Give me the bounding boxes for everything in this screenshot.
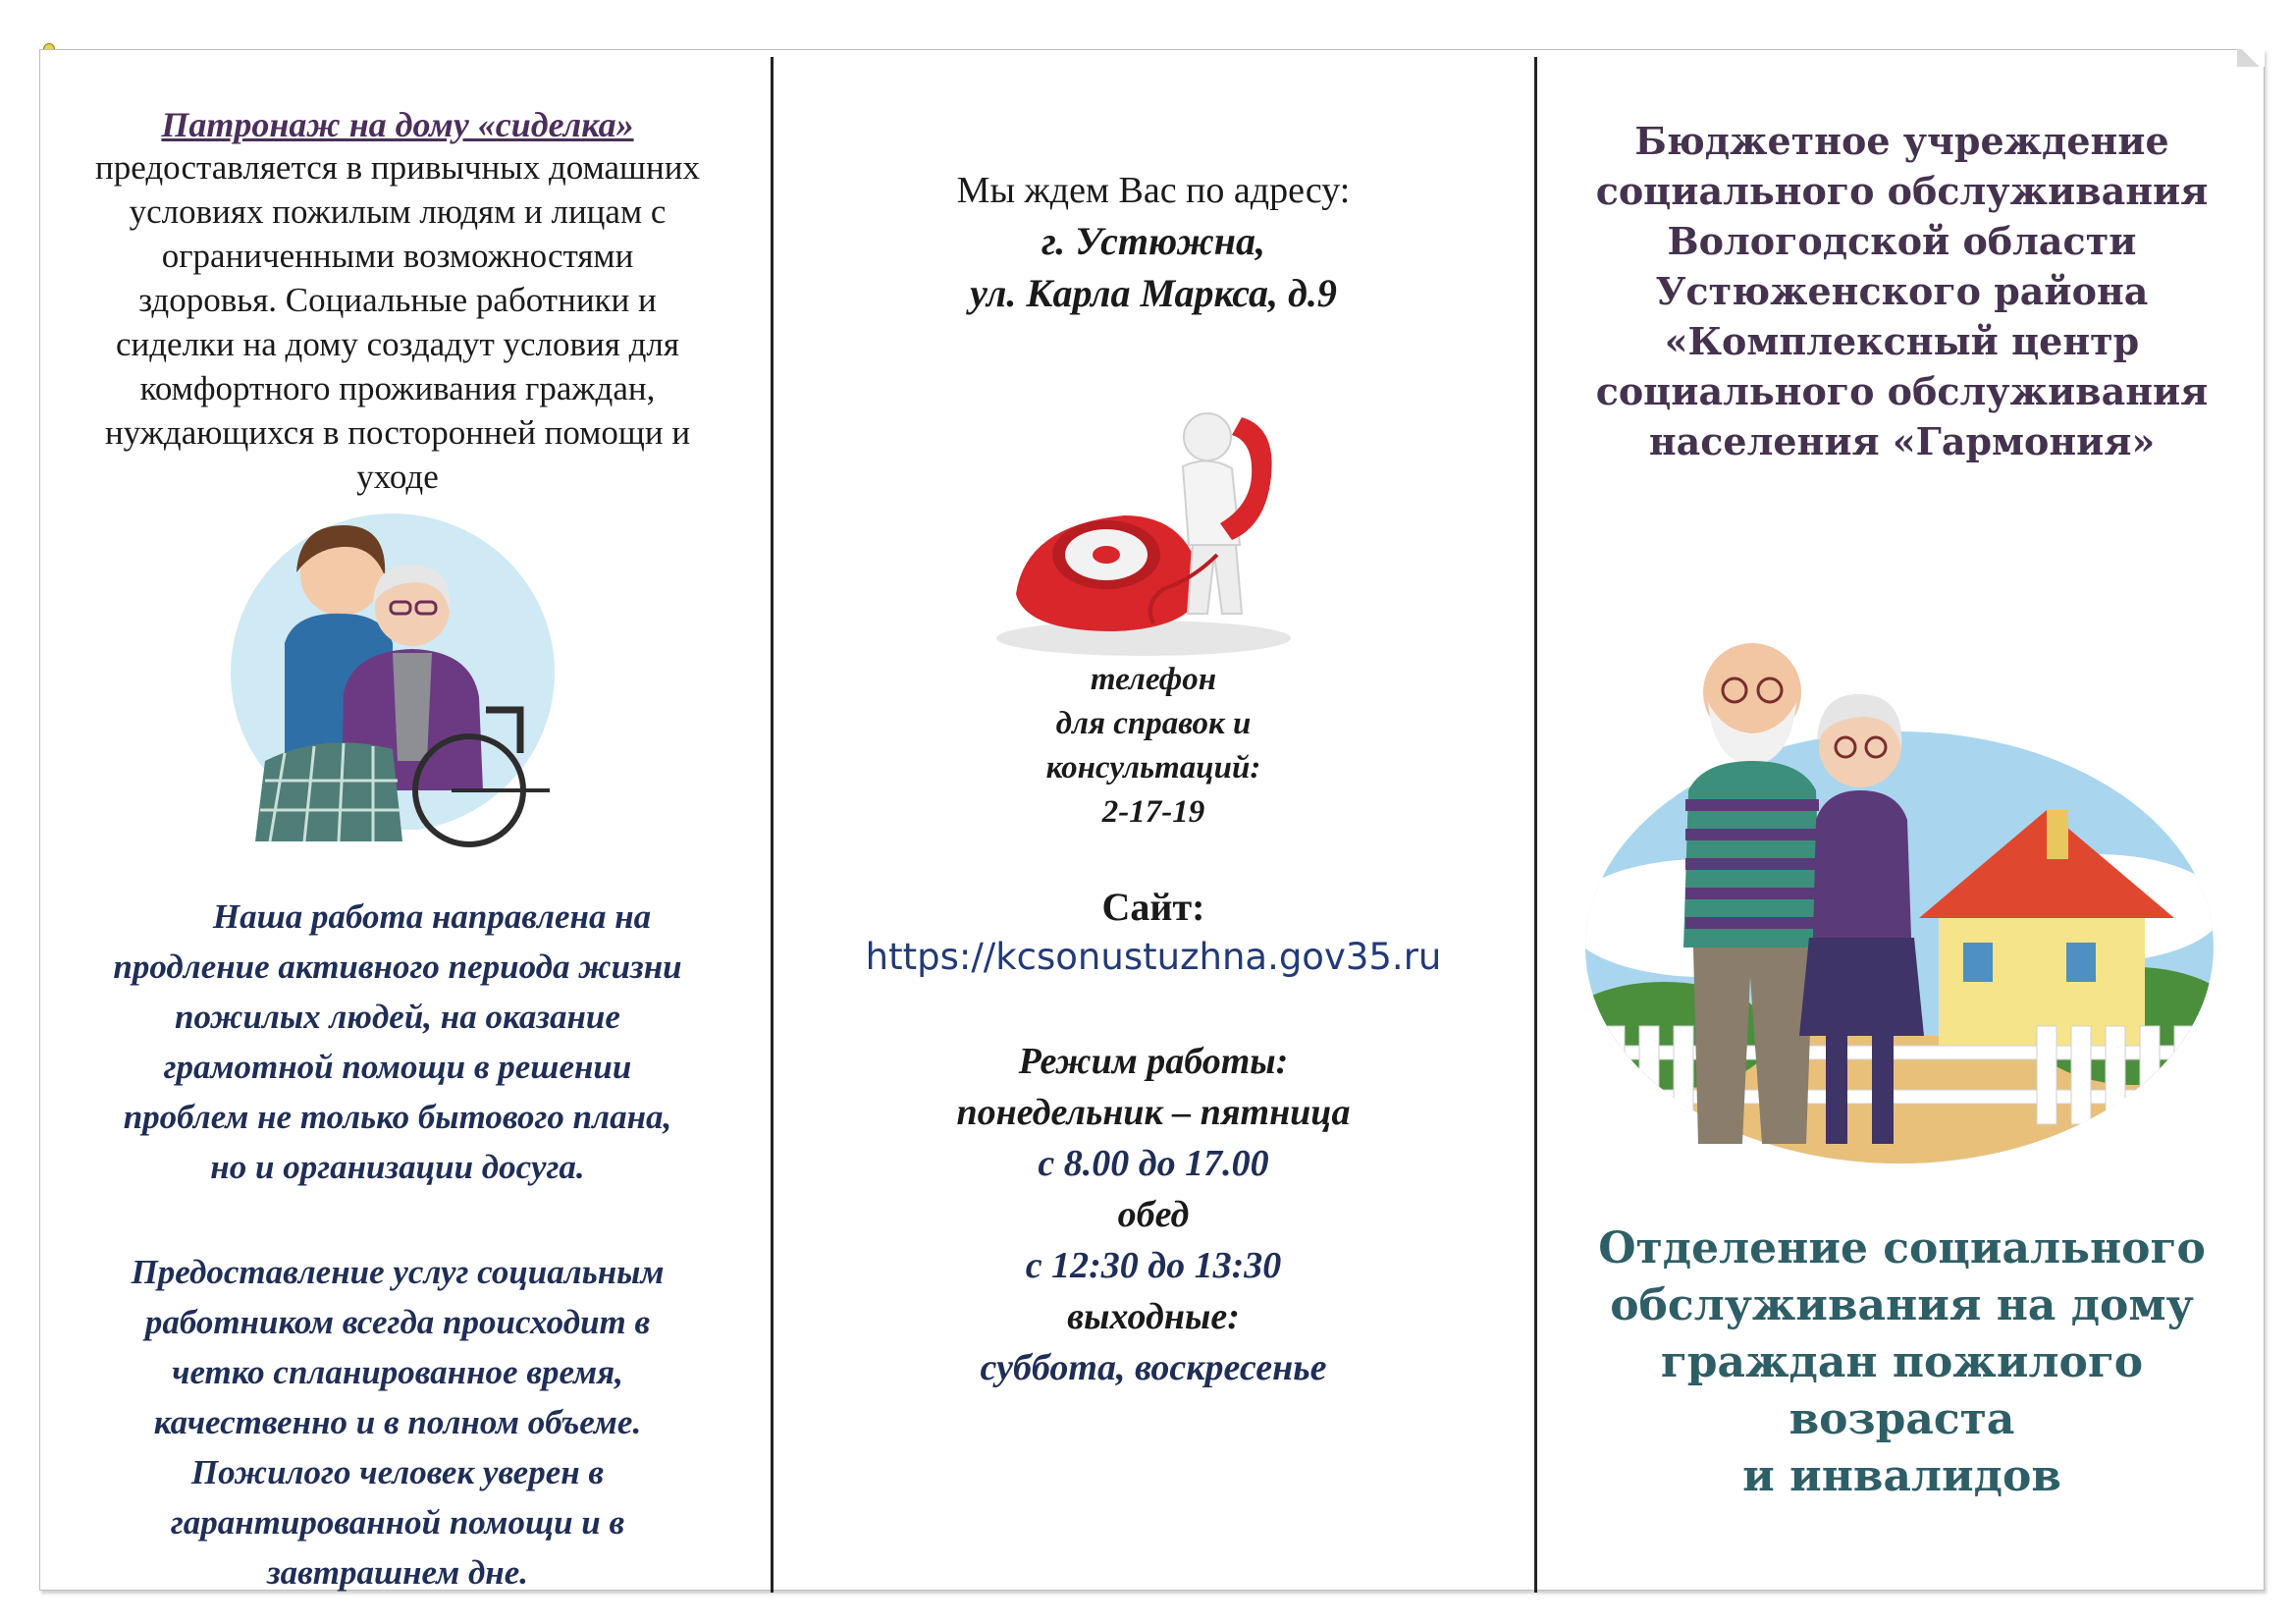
provision-line: работником всегда происходит в [144, 1303, 651, 1341]
address-block [775, 165, 1531, 320]
aim-line: грамотной помощи в решении [163, 1048, 632, 1086]
provision-line: гарантированной помощи и в [170, 1503, 625, 1542]
address-street: ул. Карла Маркса, д.9 [970, 271, 1337, 315]
panel-left [49, 49, 746, 1592]
elderly-couple-illustration [1585, 623, 2214, 1173]
fold-line-1 [771, 57, 774, 1593]
organization-name [1541, 116, 2263, 466]
hours-title: Режим работы: [1018, 1041, 1289, 1082]
aim-paragraph [49, 892, 746, 1192]
address-city: г. Устюжна, [1041, 219, 1266, 263]
service-line: предоставляется в привычных домашних [95, 148, 700, 187]
site-url-link[interactable]: https://kcsonustuzhna.gov35.ru [865, 936, 1442, 978]
org-line: «Комплексный центр [1664, 319, 2140, 363]
lunch-label: обед [1117, 1194, 1190, 1235]
lunch-time: с 12:30 до 13:30 [1025, 1245, 1282, 1286]
aim-line: Наша работа направлена на [212, 897, 652, 936]
phone-line: консультаций: [1045, 750, 1261, 785]
provision-paragraph [49, 1247, 746, 1597]
service-line: ограниченными возможностями [161, 237, 634, 275]
org-line: Устюженского района [1655, 269, 2149, 313]
org-line: населения «Гармония» [1648, 419, 2156, 463]
service-line: уходе [356, 458, 439, 496]
weekend-label: выходные: [1067, 1296, 1240, 1337]
phone-line: для справок и [1055, 706, 1252, 741]
dept-line: Отделение социального [1598, 1223, 2206, 1273]
aim-line: но и организации досуга. [210, 1148, 585, 1186]
provision-line: завтрашнем дне. [266, 1553, 529, 1592]
provision-line: Предоставление услуг социальным [131, 1253, 665, 1291]
dept-line: обслуживания на дому [1610, 1280, 2194, 1330]
caregiver-illustration [226, 496, 589, 849]
org-line: Бюджетное учреждение [1634, 119, 2169, 163]
site-label: Сайт: [1101, 885, 1205, 929]
provision-line: четко спланированное время, [172, 1353, 623, 1391]
phone-illustration [996, 407, 1301, 663]
service-line: здоровья. Социальные работники и [138, 281, 657, 319]
service-description [49, 145, 746, 499]
service-line: комфортного проживания граждан, [139, 369, 656, 407]
org-line: социального обслуживания [1595, 369, 2209, 413]
service-line: нуждающихся в посторонней помощи и [104, 413, 691, 452]
working-hours-block [775, 1036, 1531, 1393]
aim-line: проблем не только бытового плана, [123, 1098, 672, 1136]
aim-line: продление активного периода жизни [113, 947, 682, 986]
phone-line: телефон [1090, 662, 1217, 697]
phone-number: 2-17-19 [1101, 794, 1205, 830]
phone-block [775, 658, 1531, 835]
service-line: условиях пожилым людям и лицам с [129, 192, 667, 231]
hours-days: понедельник – пятница [956, 1092, 1351, 1133]
service-line: сиделки на дому создадут условия для [115, 325, 679, 363]
provision-line: Пожилого человек уверен в [190, 1453, 605, 1491]
hours-time: с 8.00 до 17.00 [1038, 1143, 1269, 1184]
dept-line: и инвалидов [1742, 1451, 2061, 1501]
department-title [1541, 1220, 2263, 1505]
weekend-days: суббота, воскресенье [980, 1347, 1327, 1388]
fold-line-2 [1534, 57, 1537, 1593]
aim-line: пожилых людей, на оказание [175, 998, 620, 1036]
service-title: Патронаж на дому «сиделка» [161, 105, 634, 144]
dept-line: граждан пожилого возраста [1660, 1337, 2144, 1444]
address-intro: Мы ждем Вас по адресу: [956, 170, 1351, 211]
panel-middle [775, 49, 1531, 1589]
org-line: социального обслуживания [1595, 169, 2209, 213]
org-line: Вологодской области [1667, 219, 2137, 263]
provision-line: качественно и в полном объеме. [153, 1403, 642, 1441]
panel-right [1541, 49, 2263, 1589]
